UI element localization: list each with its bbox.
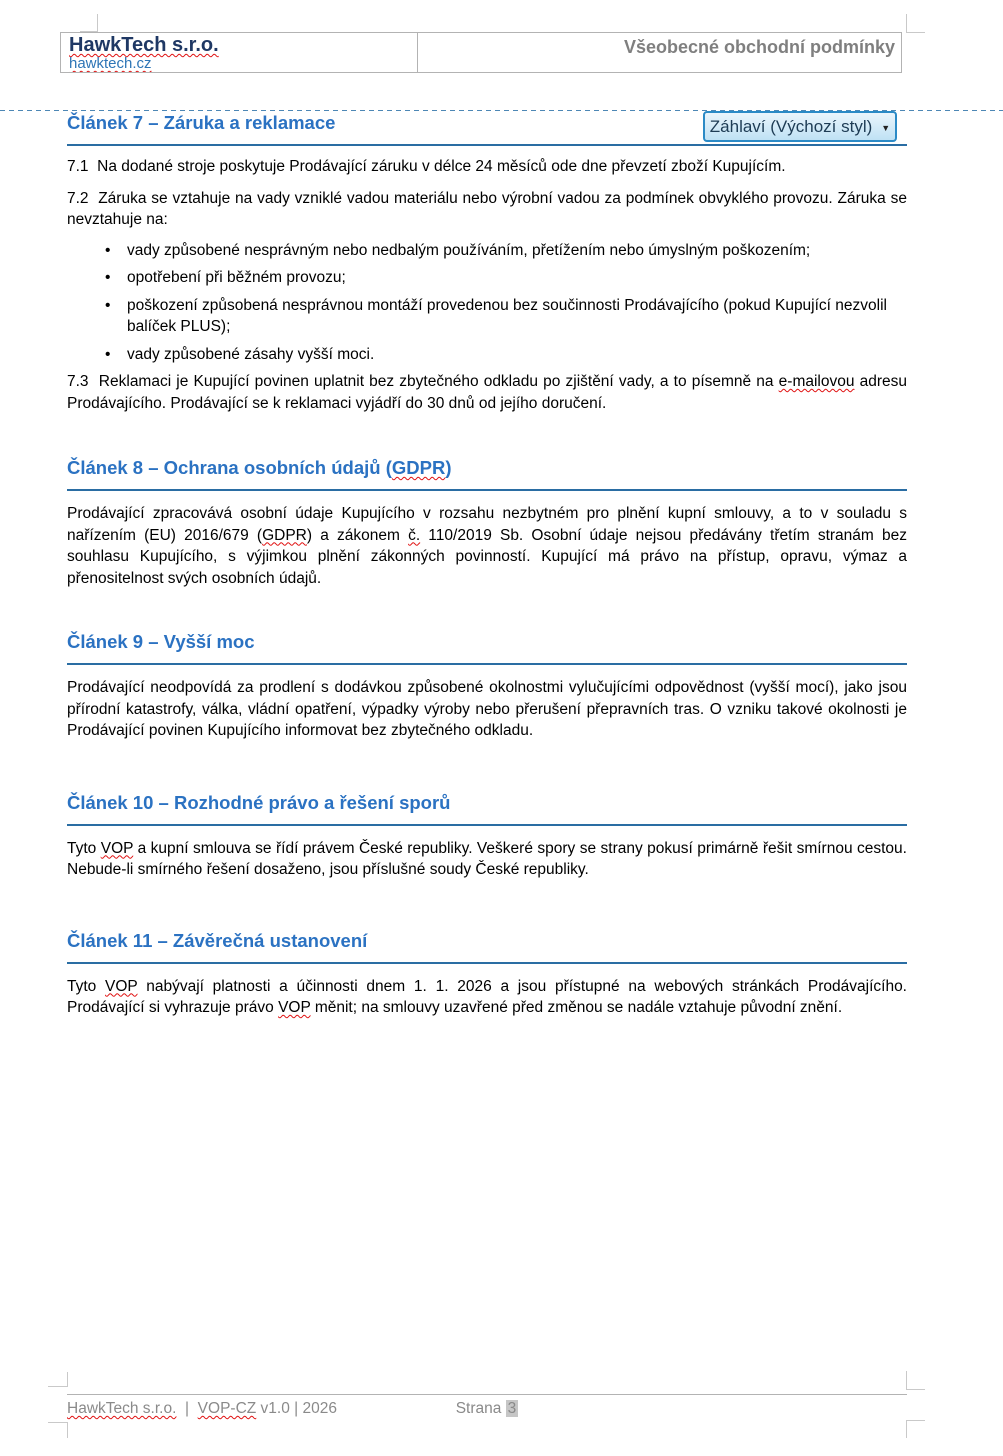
text-boundary-mark-bottom-left xyxy=(48,1372,68,1387)
page-number-area xyxy=(67,1400,907,1418)
list-item xyxy=(67,344,907,366)
list-item xyxy=(67,240,907,262)
article-10-heading: Článek 10 – Rozhodné právo a řešení sporů xyxy=(67,792,907,826)
bullet-icon: • xyxy=(105,241,111,259)
list-item-text: opotřebení při běžném provozu; xyxy=(127,269,346,286)
company-name: HawkTech s.r.o. xyxy=(69,34,219,56)
article-11-heading: Článek 11 – Závěrečná ustanovení xyxy=(67,930,907,964)
article-11 xyxy=(67,930,907,1019)
header-style-tab-label: Záhlaví (Výchozí styl) xyxy=(709,116,873,136)
list-item xyxy=(67,267,907,289)
article-8 xyxy=(67,457,907,589)
footer-boundary-mark-right xyxy=(906,1420,925,1438)
document-title: Všeobecné obchodní podmínky xyxy=(623,37,895,57)
list-item-text: vady způsobené nesprávným nebo nedbalým používáním, přetížením nebo úmyslným poškozením; xyxy=(127,241,811,259)
footer-separator-line xyxy=(67,1394,907,1395)
paragraph-7-1: 7.1 Na dodané stroje poskytuje Prodávající záruku v délce 24 měsíců ode dne převzetí zboží Kupujícím. xyxy=(67,158,786,175)
header-style-tab[interactable] xyxy=(703,111,897,142)
article-7-heading: Článek 7 – Záruka a reklamace xyxy=(67,112,907,146)
article-9-heading: Článek 9 – Vyšší moc xyxy=(67,631,907,665)
warranty-exclusions-list xyxy=(67,240,907,366)
article-10-body: Tyto VOP a kupní smlouva se řídí právem České republiky. Veškeré spory se strany pokusí primárně řešit smírnou cestou. Nebude-li smírného řešení dosaženo, jsou příslušné soudy České republiky. xyxy=(67,839,907,878)
text-boundary-mark-bottom-right xyxy=(906,1371,925,1390)
article-11-body: Tyto VOP nabývají platnosti a účinnosti dnem 1. 1. 2026 a jsou přístupné na webových stránkách Prodávajícího. Prodávající si vyhrazuje právo VOP měnit; na smlouvy uzavřené před změnou se nadále vztahuje původní znění. xyxy=(67,977,907,1016)
paragraph-7-3: 7.3 Reklamaci je Kupující povinen uplatnit bez zbytečného odkladu po zjištění vady, a to písemně na e-mailovou adresu Prodávajícího. Prodávající se k reklamaci vyjádří do 30 dnů od jejího doručení. xyxy=(67,373,907,412)
paragraph-7-2: 7.2 Záruka se vztahuje na vady vzniklé vadou materiálu nebo výrobní vadou za podmínek obvyklého provozu. Záruka se nevztahuje na: xyxy=(67,189,907,228)
document-body xyxy=(67,112,907,1019)
text-boundary-mark-top-right xyxy=(906,14,925,33)
header-cell-company xyxy=(61,33,418,72)
article-10 xyxy=(67,792,907,881)
page-footer xyxy=(67,1400,907,1420)
list-item-text: poškození způsobená nesprávnou montáží provedenou bez součinnosti Prodávajícího (pokud Kupující nezvolil balíček PLUS); xyxy=(127,296,887,335)
chevron-down-icon: ▼ xyxy=(881,122,891,133)
list-item xyxy=(67,295,907,338)
header-table xyxy=(60,32,902,73)
article-9-body: Prodávající neodpovídá za prodlení s dodávkou způsobené okolnostmi vylučujícími odpovědnost (vyšší mocí), jako jsou přírodní katastrofy, válka, vládní opatření, výpadky výroby nebo přerušení přepravních tras. O vzniku takové okolnosti je Prodávající povinen Kupujícího informovat bez zbytečného odkladu. xyxy=(67,679,907,739)
list-item-text: vady způsobené zásahy vyšší moci. xyxy=(127,345,375,363)
footer-document-info: HawkTech s.r.o. | VOP-CZ v1.0 | 2026 xyxy=(67,1400,337,1417)
article-8-body: Prodávající zpracovává osobní údaje Kupujícího v rozsahu nezbytném pro plnění kupní smlouvy, a to v souladu s nařízením (EU) 2016/679 (GDPR) a zákonem č. 110/2019 Sb. Osobní údaje nejsou předávány třetím stranám bez souhlasu Kupujícího, s výjimkou plnění zákonných povinností. Kupující má právo na přístup, opravu, výmaz a přenositelnost svých osobních údajů. xyxy=(67,505,907,587)
bullet-icon: • xyxy=(105,296,111,314)
article-8-heading: Článek 8 – Ochrana osobních údajů (GDPR) xyxy=(67,457,907,491)
bullet-icon: • xyxy=(105,269,111,286)
bullet-icon: • xyxy=(105,345,111,363)
text-boundary-mark-top-left xyxy=(80,14,98,32)
page-number-field: 3 xyxy=(507,1400,517,1417)
page-number-label: Strana xyxy=(455,1400,502,1417)
article-9 xyxy=(67,631,907,742)
footer-boundary-mark-left xyxy=(48,1422,68,1438)
company-url-link[interactable]: hawktech.cz xyxy=(69,55,152,72)
article-7 xyxy=(67,112,907,414)
